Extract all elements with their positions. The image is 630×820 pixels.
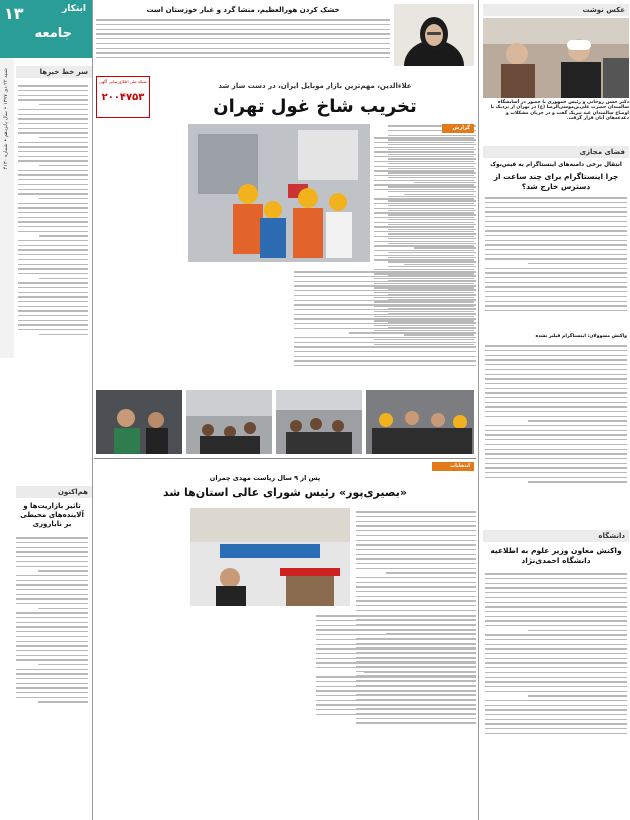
cyber-subhead: واکنش مسوولان: اینستاگرام فیلتر نشده xyxy=(535,334,627,339)
report-tag: گزارش xyxy=(442,124,474,133)
cyber-header: فضای مجازی xyxy=(483,146,629,158)
university-title: واکنش معاون وزیر علوم به اطلاعیه دانشگاه احمدی‌نژاد xyxy=(490,546,622,565)
ad-box xyxy=(96,76,150,118)
left-column xyxy=(0,0,93,820)
issue-date: شنبه ۲۲ دی ۱۳۹۷ • سال پانزدهم • شماره ۴۱۳۰ xyxy=(3,68,9,170)
portrait-photo xyxy=(394,4,474,66)
election-tag: انتخابات xyxy=(432,462,474,471)
divider xyxy=(94,458,476,459)
strip-photo-4 xyxy=(366,390,474,454)
bottom-section-title: تاثیر بازاریت‌ها و آلاینده‌های محیطی بر ناباروری xyxy=(20,502,84,528)
main-photo xyxy=(188,124,370,262)
photo-caption: دکتر حسن روحانی و رئیس جمهوری با حضور در آسایشگاه سالمندان حضرت علی‌بن‌موسی‌الرضا (ع) در تهران از نزدیک با اوضاع سالمندان عید تبریک گفت و در جریان مشکلات و دغدغه‌های آنان قرار گرفت. xyxy=(490,100,629,122)
strip-image-2 xyxy=(186,390,272,454)
page-number: ۱۳ xyxy=(4,4,24,23)
strip-photo-3 xyxy=(276,390,362,454)
center-area xyxy=(94,0,476,820)
main-headline: تخریب شاخ غول تهران xyxy=(213,96,417,117)
ad-label: شبکه ملی اطلاع‌رسانی آگهی xyxy=(99,79,147,84)
council-meeting-image xyxy=(190,508,350,606)
cyber-text-2 xyxy=(485,342,627,486)
strip-image-1 xyxy=(96,390,182,454)
brand-logo: ابتکار xyxy=(62,4,86,14)
strip-image-3 xyxy=(276,390,362,454)
council-photo xyxy=(190,508,350,606)
masthead-strip xyxy=(0,0,92,58)
elderly-visit-image xyxy=(483,18,629,98)
top-kicker-headline: خشک کردن هورالعظیم، منشا گرد و غبار خوزستان است xyxy=(146,6,340,14)
cyber-title: چرا اینستاگرام برای چند ساعت از دسترس خارج شد؟ xyxy=(493,172,619,191)
workers-demolition-image xyxy=(188,124,370,262)
top-story-text xyxy=(96,16,390,62)
photo-note-header: عکس نوشت xyxy=(483,4,629,16)
news-briefs-text xyxy=(18,82,88,339)
strip-photo-1 xyxy=(96,390,182,454)
elderly-visit-photo xyxy=(483,18,629,98)
bottom-section-header: هم‌اکنون xyxy=(16,486,92,498)
portrait-image xyxy=(394,4,474,66)
strip-photo-2 xyxy=(186,390,272,454)
section-title: جامعه xyxy=(34,26,72,41)
strip-image-4 xyxy=(366,390,474,454)
university-header: دانشگاه xyxy=(483,530,629,542)
story-text-middle xyxy=(294,268,476,370)
date-strip xyxy=(0,58,14,358)
ad-number: ۲۰۰۴۷۵۳ xyxy=(101,92,145,103)
bottom-section-text xyxy=(16,534,88,706)
cyber-text xyxy=(485,194,627,315)
cyber-kicker: انتقال برخی دامنه‌های اینستاگرام به فیس‌بوک xyxy=(490,162,622,168)
bottom-headline: «بصیری‌پور» رئیس شورای عالی استان‌ها شد xyxy=(163,486,407,499)
small-headline: علاءالدین، مهم‌ترین بازار موبایل ایران، در دست ساز شد xyxy=(218,82,412,90)
bottom-story-right-text xyxy=(356,508,474,727)
right-column xyxy=(478,0,630,820)
bottom-kicker: پس از ۹ سال ریاست مهدی چمران xyxy=(209,474,321,482)
news-header: سر خط خبرها xyxy=(16,66,92,78)
university-text xyxy=(485,570,627,737)
